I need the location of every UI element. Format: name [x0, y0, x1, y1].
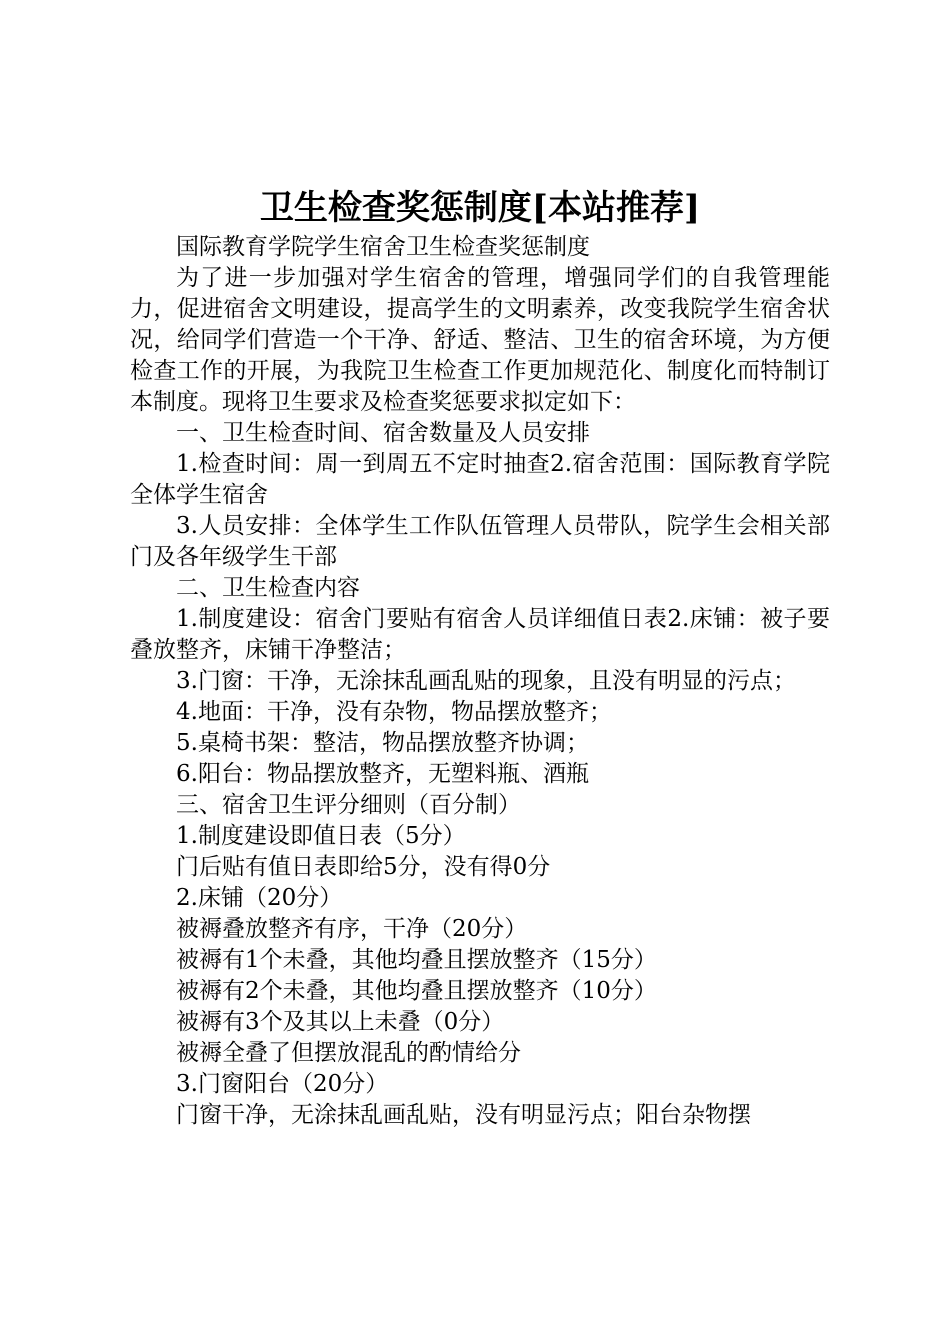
paragraph-item: 被褥有2个未叠，其他均叠且摆放整齐（10分）: [176, 978, 657, 1004]
paragraph-item: 5.桌椅书架：整洁，物品摆放整齐协调；: [176, 730, 589, 756]
paragraph-item: 3.门窗：干净，无涂抹乱画乱贴的现象，且没有明显的污点；: [176, 668, 796, 694]
paragraph-item: 2.床铺（20分）: [176, 885, 343, 911]
section-heading-3: 三、宿舍卫生评分细则（百分制）: [176, 792, 521, 818]
document-body: [130, 232, 830, 1131]
paragraph-intro: 为了进一步加强对学生宿舍的管理，增强同学们的自我管理能力，促进宿舍文明建设，提高学生的文明素养，改变我院学生宿舍状况，给同学们营造一个干净、舒适、整洁、卫生的宿舍环境，为方便检查工作的开展，为我院卫生检查工作更加规范化、制度化而特制订本制度。现将卫生要求及检查奖惩要求拟定如下：: [130, 265, 830, 415]
section-heading-1: 一、卫生检查时间、宿舍数量及人员安排: [176, 420, 590, 446]
paragraph-item: 6.阳台：物品摆放整齐，无塑料瓶、酒瓶: [176, 761, 589, 787]
paragraph-item: 3.门窗阳台（20分）: [176, 1071, 389, 1097]
paragraph-subtitle: 国际教育学院学生宿舍卫生检查奖惩制度: [176, 234, 590, 260]
document-title: 卫生检查奖惩制度[本站推荐]: [259, 188, 701, 228]
paragraph-item: 被褥有3个及其以上未叠（0分）: [176, 1009, 505, 1035]
paragraph-item: 被褥全叠了但摆放混乱的酌情给分: [176, 1040, 521, 1066]
paragraph-item: 1.制度建设：宿舍门要贴有宿舍人员详细值日表2.床铺：被子要叠放整齐，床铺干净整洁；: [130, 606, 830, 663]
paragraph-item: 被褥有1个未叠，其他均叠且摆放整齐（15分）: [176, 947, 657, 973]
paragraph-item: 被褥叠放整齐有序，干净（20分）: [176, 916, 528, 942]
document-page: [130, 186, 830, 1131]
paragraph-item: 门后贴有值日表即给5分，没有得0分: [176, 854, 551, 880]
paragraph-item: 门窗干净，无涂抹乱画乱贴，没有明显污点；阳台杂物摆: [176, 1102, 751, 1128]
paragraph-item: 1.检查时间：周一到周五不定时抽查2.宿舍范围：国际教育学院全体学生宿舍: [130, 451, 830, 508]
paragraph-item: 4.地面：干净，没有杂物，物品摆放整齐；: [176, 699, 612, 725]
section-heading-2: 二、卫生检查内容: [176, 575, 360, 601]
paragraph-item: 1.制度建设即值日表（5分）: [176, 823, 466, 849]
paragraph-item: 3.人员安排：全体学生工作队伍管理人员带队，院学生会相关部门及各年级学生干部: [130, 513, 830, 570]
